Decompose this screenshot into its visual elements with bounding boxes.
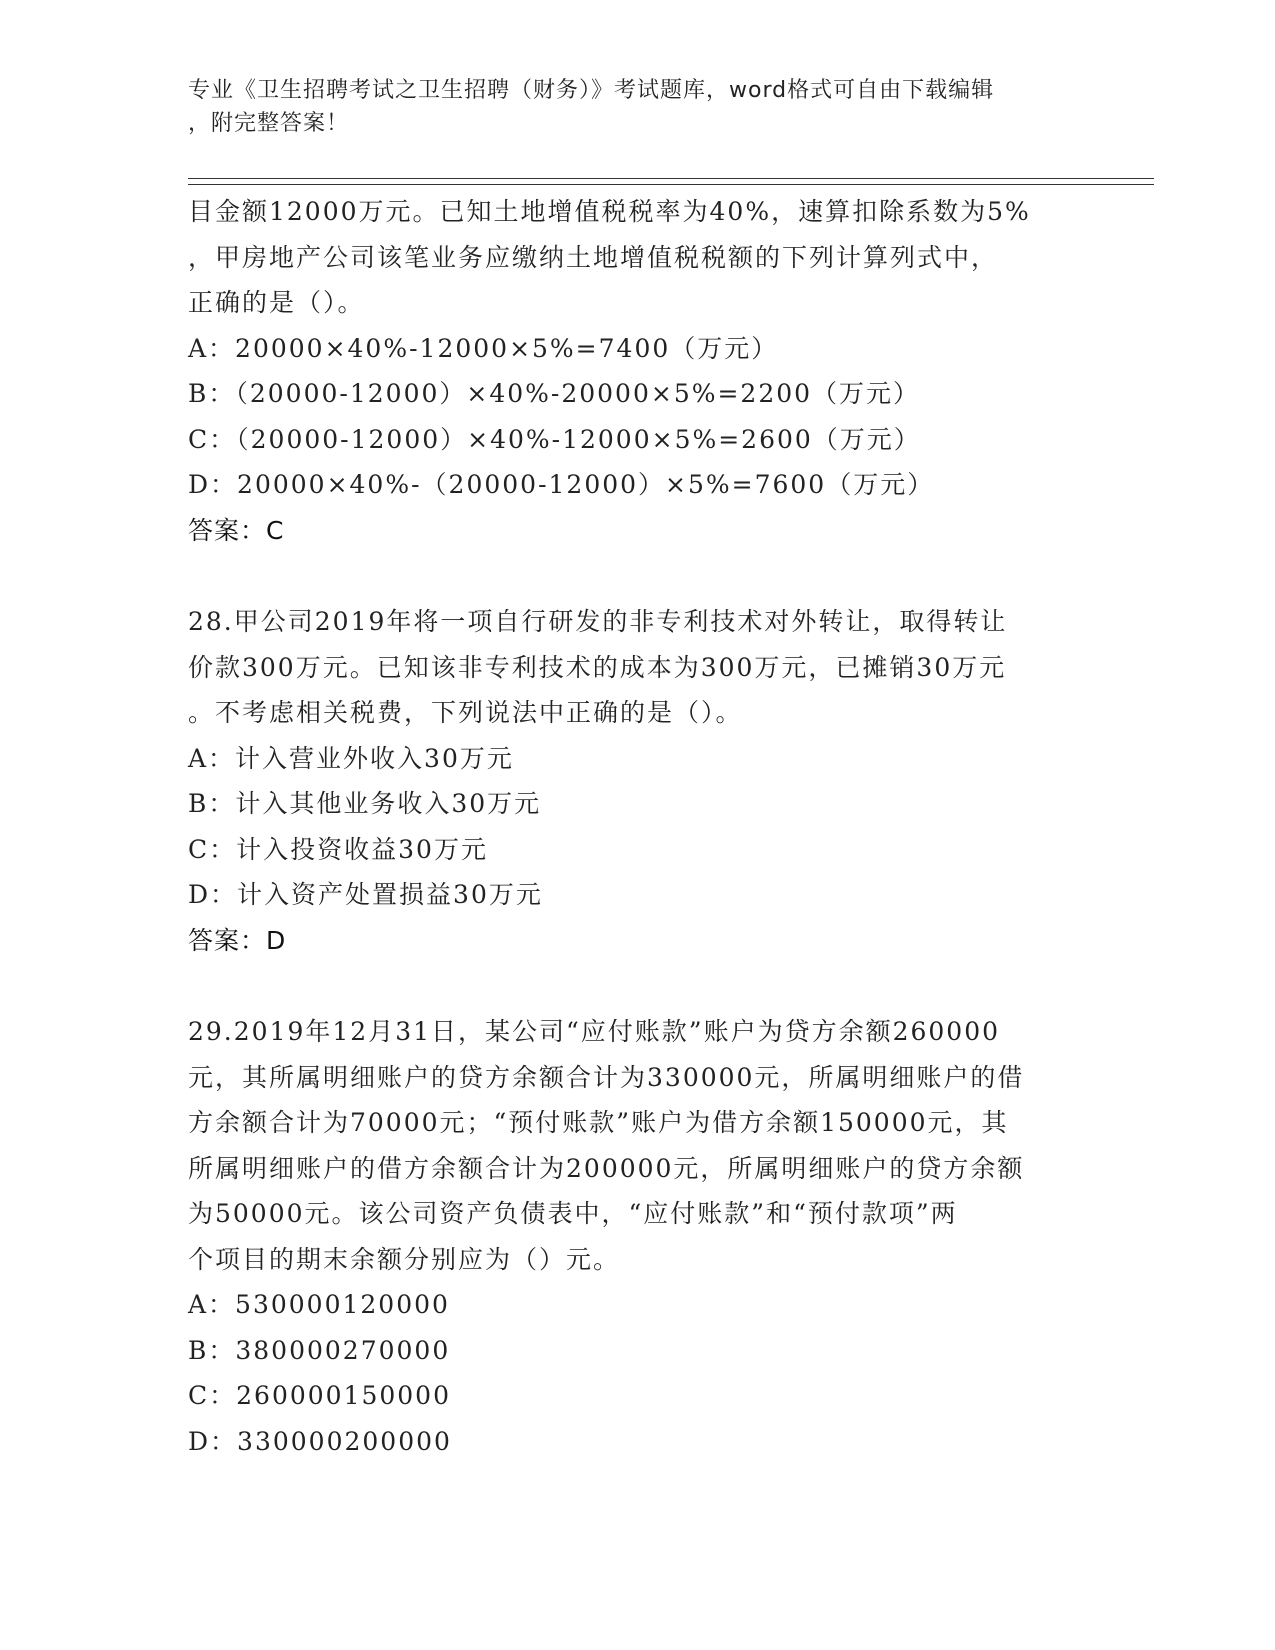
question-stem-line: ，甲房地产公司该笔业务应缴纳土地增值税税额的下列计算列式中，: [188, 242, 999, 272]
header-line-1: 专业《卫生招聘考试之卫生招聘（财务）》考试题库，word格式可自由下载编辑: [188, 78, 995, 103]
document-header: [188, 74, 1068, 140]
answer-line: 答案：D: [188, 925, 287, 955]
document-body: [188, 189, 1088, 1464]
option-c: C：（20000-12000）×40%-12000×5%=2600（万元）: [188, 424, 921, 454]
question-stem-line: 28.甲公司2019年将一项自行研发的非专利技术对外转让，取得转让: [188, 607, 1008, 636]
question-29: [188, 1009, 1088, 1464]
question-stem-line: 价款300万元。已知该非专利技术的成本为300万元，已摊销30万元: [188, 652, 1007, 682]
spacer: [188, 553, 1088, 599]
question-stem-line: 目金额12000万元。已知土地增值税税率为40%，速算扣除系数为5%: [188, 197, 1031, 226]
question-stem-line: 所属明细账户的借方余额合计为200000元，所属明细账户的贷方余额: [188, 1153, 1025, 1183]
answer-line: 答案：C: [188, 515, 285, 545]
header-line-2: ，附完整答案！: [188, 111, 350, 136]
option-c: C：260000150000: [188, 1381, 451, 1410]
question-stem-line: 29.2019年12月31日，某公司“应付账款”账户为贷方余额260000: [188, 1017, 1001, 1046]
question-27: [188, 189, 1088, 553]
question-stem-line: 正确的是（）。: [188, 288, 365, 317]
question-stem-line: 。不考虑相关税费，下列说法中正确的是（）。: [188, 698, 743, 727]
option-d: D：330000200000: [188, 1426, 452, 1456]
option-a: A：530000120000: [188, 1290, 450, 1319]
header-divider-top: [188, 178, 1154, 179]
option-a: A：20000×40%-12000×5%=7400（万元）: [188, 333, 779, 363]
question-stem-line: 方余额合计为70000元；“预付账款”账户为借方余额150000元，其: [188, 1108, 1009, 1137]
option-c: C：计入投资收益30万元: [188, 834, 488, 864]
question-stem-line: 个项目的期末余额分别应为（）元。: [188, 1244, 621, 1274]
option-d: D：计入资产处置损益30万元: [188, 880, 543, 909]
option-b: B：（20000-12000）×40%-20000×5%=2200（万元）: [188, 379, 921, 408]
question-28: [188, 599, 1088, 963]
header-divider-bottom: [188, 184, 1154, 185]
option-a: A：计入营业外收入30万元: [188, 743, 514, 773]
question-stem-line: 元，其所属明细账户的贷方余额合计为330000元，所属明细账户的借: [188, 1062, 1025, 1092]
question-stem-line: 为50000元。该公司资产负债表中，“应付账款”和“预付款项”两: [188, 1199, 958, 1228]
option-d: D：20000×40%-（20000-12000）×5%=7600（万元）: [188, 470, 935, 499]
spacer: [188, 963, 1088, 1009]
option-b: B：计入其他业务收入30万元: [188, 789, 542, 818]
option-b: B：380000270000: [188, 1335, 451, 1365]
